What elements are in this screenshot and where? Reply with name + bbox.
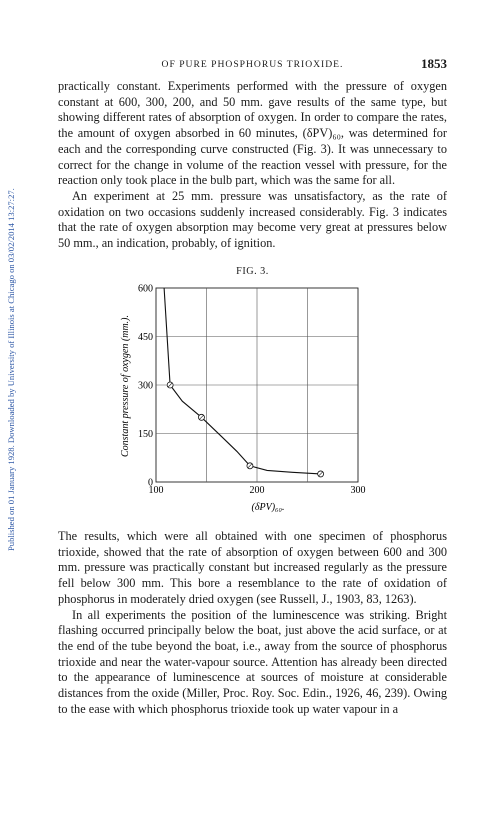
running-head: OF PURE PHOSPHORUS TRIOXIDE. (161, 59, 344, 70)
x-tick-label: 200 (249, 485, 265, 496)
series-curve (164, 288, 321, 474)
chart (100, 282, 380, 522)
page-header (58, 56, 447, 72)
page-number: 1853 (421, 56, 447, 71)
y-tick-label: 300 (138, 380, 153, 392)
figure-3 (100, 282, 380, 527)
grid (156, 288, 358, 482)
figure-caption: FIG. 3. (236, 266, 269, 277)
x-axis-label: (δPV)₆₀. (251, 502, 285, 513)
body-text-bottom (58, 529, 447, 717)
y-tick-label: 0 (148, 477, 153, 489)
x-tick-label: 300 (350, 485, 366, 496)
curve-layer (164, 288, 321, 474)
paragraph: In all experiments the position of the luminescence was striking. Bright flashing occurred principally below the boat, just above the acid surface, or at the end of the tube beyond the boat, i.e., away from the source of phosphorus trioxide and near the water-vapour source. Attention has already been directed to the appearance of luminescence at sources of moisture at considerable distances from the oxide (Miller, Proc. Roy. Soc. Edin., 1926, 46, 239). Owing to the ease with which phosphorus trioxide took up water vapour in a (58, 607, 447, 716)
y-tick-label: 600 (138, 283, 153, 295)
paragraph: The results, which were all obtained with one specimen of phosphorus trioxide, showed that the rate of absorption of oxygen between 600 and 300 mm. pressure was practically constant but increased regularly as the pressure fell below 300 mm. This bore a resemblance to the rate of oxidation of phosphorus in moderately dried oxygen (see Russell, J., 1903, 83, 1263). (58, 529, 447, 606)
y-tick-label: 450 (138, 332, 153, 343)
body-text-top (58, 79, 447, 252)
paragraph: An experiment at 25 mm. pressure was unsatisfactory, as the rate of oxidation on two occasions suddenly increased considerably. Fig. 3 indicates that the rate of oxygen absorption may become very great at pressures below 50 mm., an indication, probably, of ignition. (58, 188, 447, 251)
point-layer (167, 382, 323, 477)
x-tick-label: 100 (148, 485, 164, 496)
paragraph: practically constant. Experiments performed with the pressure of oxygen constant at 600, 300, 200, and 50 mm. gave results of the same type, but showing different rates of absorption of oxygen. In order to compare the rates, the amount of oxygen absorbed in 60 minutes, (δPV)₆₀, was determined for each and the corresponding curve constructed (Fig. 3). It was unnecessary to correct for the change in volume of the reaction vessel with pressure, for the reaction only took place in the bulb part, which was the same for all. (58, 79, 447, 188)
y-axis-label: Constant pressure of oxygen (mm.). (120, 314, 131, 458)
y-tick-label: 150 (138, 429, 153, 440)
download-notice: Published on 01 January 1928. Downloaded by University of Illinois at Chicago on 03/02/2014 13:27:27. (6, 188, 16, 552)
